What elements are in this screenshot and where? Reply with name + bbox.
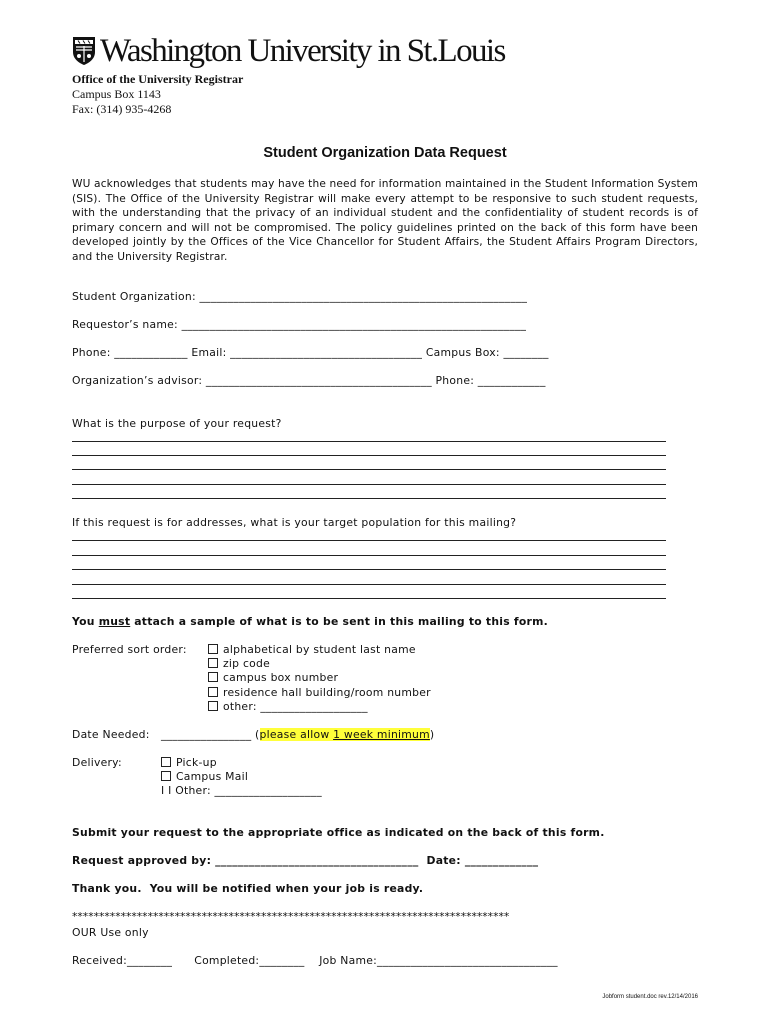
checkbox-icon[interactable] [161,757,171,767]
fax-number: Fax: (314) 935-4268 [72,102,172,116]
phone-email-campus-row[interactable]: Phone: _____________ Email: __________________________________ Campus Box: ________ [72,346,549,359]
date-needed-label: Date Needed: [72,728,150,741]
submit-instructions: Submit your request to the appropriate office as indicated on the back of this form. [72,826,605,839]
student-org-field[interactable]: Student Organization: __________________________________________________________ [72,290,528,303]
campus-box: Campus Box 1143 [72,87,161,101]
purpose-question: What is the purpose of your request? [72,417,282,430]
answer-line[interactable] [72,598,666,599]
answer-line[interactable] [72,498,666,499]
office-use-row[interactable]: Received:________ Completed:________ Job Name:________________________________ [72,954,558,967]
option-label: campus box number [223,671,339,684]
university-logo [72,31,505,71]
intro-paragraph: WU acknowledges that students may have the need for information maintained in the Student Information System (SIS). The Office of the University Registrar will make every attempt to be responsive to such student requests, with the understanding that the privacy of an individual student and the confidentiality of student records is of primary concern and will not be compromised. The policy guidelines printed on the back of this form have been developed jointly by the Offices of the Vice Chancellor for Student Affairs, the Student Affairs Program Directors, and the University Registrar. [72,178,698,263]
sort-option-other[interactable] [208,700,368,713]
option-label: alphabetical by student last name [223,643,416,656]
attach-prefix: You [72,615,99,628]
notice-close: ) [429,728,435,741]
option-label: Campus Mail [176,770,249,783]
answer-line[interactable] [72,455,666,456]
date-blank[interactable]: ________________ ( [161,728,260,741]
sort-option-zip[interactable] [208,657,270,670]
option-label: zip code [223,657,270,670]
option-label: residence hall building/room number [223,686,431,699]
form-revision-footer: Jobform student.doc rev.12/14/2016 [602,994,698,1000]
notice-week: 1 week minimum [333,728,430,741]
attach-must: must [98,615,131,628]
answer-line[interactable] [72,484,666,485]
answer-line[interactable] [72,584,666,585]
option-label: Pick-up [176,756,217,769]
requestor-name-field[interactable]: Requestor’s name: _____________________________________________________________ [72,318,527,331]
option-label: other: ___________________ [223,700,368,713]
thank-you-note: Thank you. You will be notified when your job is ready. [72,882,424,895]
date-needed-field[interactable] [161,728,434,741]
sort-order-label: Preferred sort order: [72,643,187,656]
office-block [72,72,243,117]
page-title: Student Organization Data Request [263,145,507,161]
attach-suffix: attach a sample of what is to be sent in this mailing to this form. [130,615,548,628]
minimum-notice-highlight [260,728,430,741]
delivery-option-campus-mail[interactable] [161,770,248,783]
delivery-option-other[interactable]: I I Other: ___________________ [161,784,322,797]
office-use-heading: OUR Use only [72,926,149,939]
notice-prefix: please allow [259,728,334,741]
delivery-option-pickup[interactable] [161,756,217,769]
answer-line[interactable] [72,555,666,556]
university-shield-icon [72,36,96,66]
office-name: Office of the University Registrar [72,72,244,86]
checkbox-icon[interactable] [208,687,218,697]
university-name: Washington University in St.Louis [100,33,505,69]
answer-line[interactable] [72,441,666,442]
sort-option-campus-box[interactable] [208,671,338,684]
checkbox-icon[interactable] [208,672,218,682]
checkbox-icon[interactable] [208,701,218,711]
checkbox-icon[interactable] [208,644,218,654]
answer-line[interactable] [72,469,666,470]
target-population-question: If this request is for addresses, what is your target population for this mailing? [72,516,517,529]
delivery-label: Delivery: [72,756,122,769]
sort-option-alphabetical[interactable] [208,643,416,656]
separator-stars: ********************************************************************************* [72,910,510,923]
answer-line[interactable] [72,569,666,570]
advisor-phone-row[interactable]: Organization’s advisor: ________________________________________ Phone: ____________ [72,374,546,387]
answer-line[interactable] [72,540,666,541]
approval-row[interactable]: Request approved by: ____________________________________ Date: _____________ [72,854,539,867]
sort-option-residence-hall[interactable] [208,686,431,699]
attach-sample-note [72,615,548,628]
checkbox-icon[interactable] [208,658,218,668]
checkbox-icon[interactable] [161,771,171,781]
